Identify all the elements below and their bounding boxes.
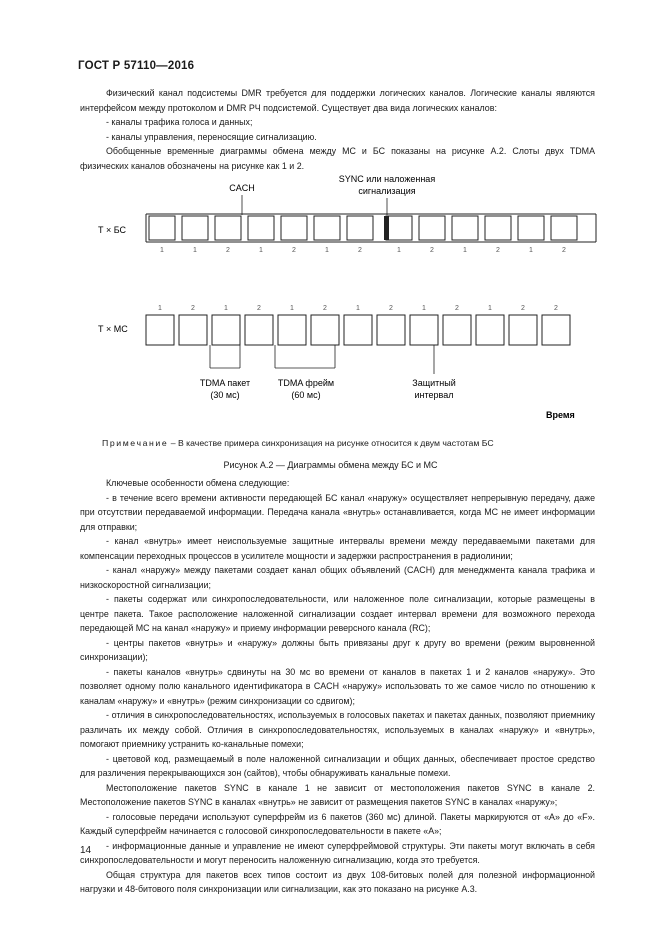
ms-slot-number: 1 [224, 305, 228, 312]
ms-slot-number: 2 [323, 305, 327, 312]
tdma-packet-label-line1: TDMA пакет [199, 378, 251, 388]
body-paragraph: - пакеты каналов «внутрь» сдвинуты на 30 мс во времени от каналов в пакетах 1 и 2 каналов «наружу». Это позволяет одному полю канального идентификатора в CACH «наружу» использовать то же самое число по отношению к каналам «наружу» и «внутрь» (режим синхронизации со сдвигом); [80, 666, 595, 706]
ms-slot-numbers [158, 305, 558, 312]
ms-packet [146, 315, 174, 345]
ms-slot-number: 1 [488, 305, 492, 312]
bs-slot-number: 1 [397, 247, 401, 254]
bs-packet [452, 216, 478, 240]
bs-packet [215, 216, 241, 240]
ms-slot-number: 2 [389, 305, 393, 312]
body-paragraph: - отличия в синхропоследовательностях, используемых в голосовых пакетах и пакетах данных, позволяют приемнику различать их между собой. Отличия в синхропоследовательностях, используемых в каналах «наружу» и «внутрь», помогают приемнику устранить ко-канальные помехи; [80, 710, 595, 749]
intro-paragraph-1: Физический канал подсистемы DMR требуется для поддержки логических каналов. Логические каналы являются интерфейсом между протоколом и DMR РЧ подсистемой. Существует два вида логических каналов: [80, 88, 595, 113]
document-header: ГОСТ Р 57110—2016 [78, 60, 195, 72]
time-axis-label: Время [546, 410, 575, 420]
body-paragraph: - информационные данные и управление не имеют суперфреймовой структуры. Эти пакеты могут включать в себя синхропоследовательности и могут переносить наложенную сигнализацию, когда это требуется. [80, 840, 595, 865]
body-paragraph: Общая структура для пакетов всех типов состоит из двух 108-битовых полей для полезной информационной нагрузки и 48-битового поля синхронизации или сигнализации, как это показано на рисунке А.3. [80, 869, 595, 894]
sync-label-line2: сигнализация [358, 186, 416, 196]
ms-packet [476, 315, 504, 345]
cach-label: CACH [229, 183, 255, 193]
bs-packet [149, 216, 175, 240]
body-paragraph: - канал «наружу» между пакетами создает канал общих объявлений (CACH) для менеджмента канала трафика и низкоскоростной сигнализации; [80, 565, 595, 590]
ms-slot-number: 2 [521, 305, 525, 312]
intro-list-item-1: - каналы трафика голоса и данных; [106, 117, 253, 127]
ms-packet [344, 315, 372, 345]
ms-packet [410, 315, 438, 345]
ms-packet [212, 315, 240, 345]
body-paragraph: - цветовой код, размещаемый в поле наложенной сигнализации и общих данных, обеспечивает простое средство для различения перекрывающихся зон (сайтов), чтобы обнаруживать канальные помехи. [80, 753, 595, 778]
ms-slot-number: 2 [191, 305, 195, 312]
bs-packet [314, 216, 340, 240]
bs-slot-number: 2 [226, 247, 230, 254]
tdma-packet-label-line2: (30 мс) [210, 390, 240, 400]
bs-slot-number: 1 [259, 247, 263, 254]
body-text [80, 476, 595, 897]
ms-packet [443, 315, 471, 345]
bs-slot-number: 1 [325, 247, 329, 254]
ms-packet [542, 315, 570, 345]
figure-caption: Рисунок А.2 — Диаграммы обмена между БС и МС [223, 460, 438, 470]
guard-interval-label-line2: интервал [414, 390, 454, 400]
body-paragraph: - канал «внутрь» имеет неиспользуемые защитные интервалы времени между передаваемыми пакетами для компенсации переходных процессов в усилителе мощности и задержки распространения в радиолинии; [80, 536, 595, 561]
ms-slot-number: 1 [158, 305, 162, 312]
ms-slot-number: 2 [554, 305, 558, 312]
ms-slot-number: 1 [290, 305, 294, 312]
bs-packet [182, 216, 208, 240]
row-bs-label: Т × БС [98, 225, 127, 235]
bs-packet [485, 216, 511, 240]
intro-paragraph-2: Обобщенные временные диаграммы обмена между МС и БС показаны на рисунке А.2. Слоты двух TDMA физических каналов обозначены на рисунке как 1 и 2. [80, 146, 595, 171]
ms-packet [311, 315, 339, 345]
bs-packet [281, 216, 307, 240]
ms-slot-number: 1 [422, 305, 426, 312]
bs-slot-number: 2 [358, 247, 362, 254]
bs-slot-number: 2 [496, 247, 500, 254]
bs-packet [518, 216, 544, 240]
guard-interval-label-line1: Защитный [412, 378, 456, 388]
ms-slot-number: 2 [455, 305, 459, 312]
ms-slot-number: 2 [257, 305, 261, 312]
bs-slot-number: 2 [562, 247, 566, 254]
note-text: – В качестве примера синхронизация на рисунке относится к двум частотам БС [168, 438, 494, 448]
ms-slot-number: 1 [356, 305, 360, 312]
bs-packet [551, 216, 577, 240]
ms-packet [245, 315, 273, 345]
body-paragraph: - в течение всего времени активности передающей БС канал «наружу» осуществляет непрерывную передачу, даже при отсутствии передаваемой информации. Передача канала «внутрь» останавливается, когда МС не имеет информации для отправки; [80, 492, 595, 532]
ms-packet [509, 315, 537, 345]
page-number: 14 [80, 845, 92, 856]
bs-packet [248, 216, 274, 240]
ms-packet [377, 315, 405, 345]
ms-packet [179, 315, 207, 345]
bs-slot-number: 1 [463, 247, 467, 254]
bs-packet [386, 216, 412, 240]
body-paragraph: - пакеты содержат или синхропоследовательности, или наложенное поле сигнализации, которые размещены в центре пакета. Такое расположение наложенной сигнализации создает интервал времени для возможного перехода передающей МС на канал «наружу» и приему информации реверсного канала (RC); [80, 594, 595, 633]
row-ms-label: Т × МС [98, 324, 128, 334]
bs-timeline [146, 214, 596, 242]
bs-packet [347, 216, 373, 240]
body-paragraph: - центры пакетов «внутрь» и «наружу» должны быть привязаны друг к другу во времени (режим выровненной синхронизации); [80, 637, 595, 662]
bs-slot-number: 1 [529, 247, 533, 254]
body-paragraph: Ключевые особенности обмена следующие: [106, 478, 290, 488]
figure-note [102, 438, 494, 448]
sync-field [384, 216, 389, 240]
ms-packet [278, 315, 306, 345]
intro-list-item-2: - каналы управления, переносящие сигнализацию. [106, 131, 317, 142]
tdma-frame-label-line1: TDMA фрейм [277, 378, 335, 388]
bs-slot-numbers [160, 247, 566, 254]
body-paragraph: Местоположение пакетов SYNC в канале 1 не зависит от местоположения пакетов SYNC в канале 2. Местоположение пакетов SYNC в каналах «внутрь» не зависит от размещения пакетов SYNC в каналах «наружу»; [80, 782, 595, 807]
ms-timeline [146, 315, 570, 345]
bs-slot-number: 2 [292, 247, 296, 254]
bs-slot-number: 1 [160, 247, 164, 254]
bs-packet [419, 216, 445, 240]
bs-slot-number: 2 [430, 247, 434, 254]
body-paragraph: - голосовые передачи используют суперфрейм из 6 пакетов (360 мс) длиной. Пакеты маркируются от «А» до «F». Каждый суперфрейм начинается с голосовой синхропоследовательности в пакете «А»; [80, 811, 595, 836]
tdma-frame-label-line2: (60 мс) [291, 390, 321, 400]
note-prefix: Примечание [102, 438, 169, 448]
sync-label-line1: SYNC или наложенная [338, 174, 436, 184]
bs-slot-number: 1 [193, 247, 197, 254]
